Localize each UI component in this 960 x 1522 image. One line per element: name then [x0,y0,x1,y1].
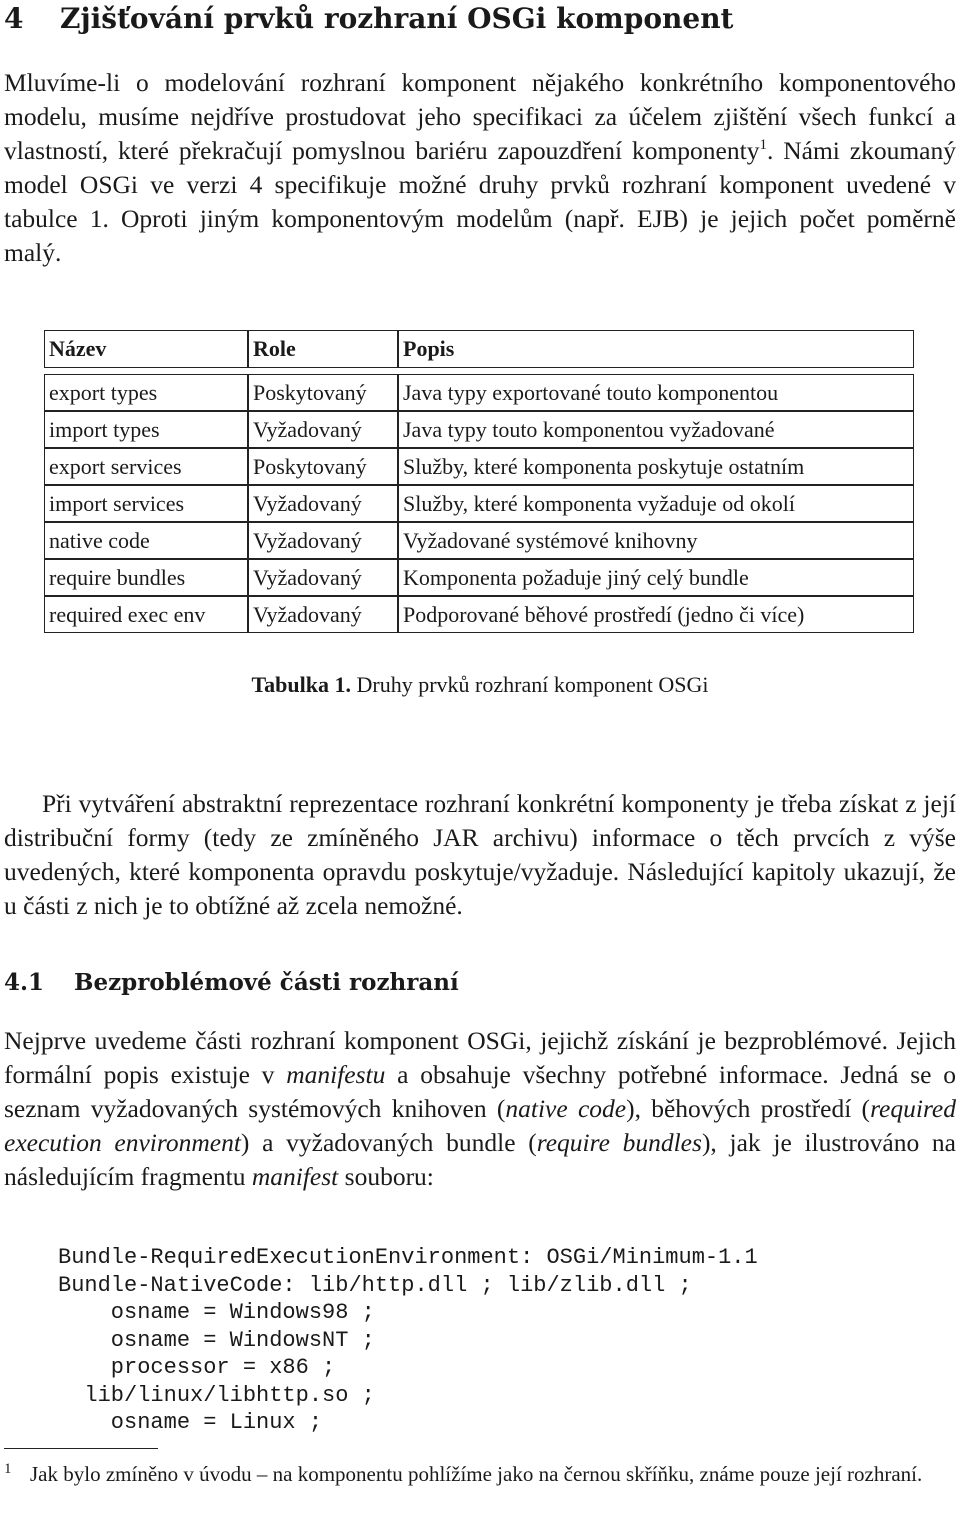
intro-text-a: Mluvíme-li o modelování rozhraní komponent nějakého konkrétního komponentového modelu, musíme nejdříve prostudovat jeho specifikaci za účelem zjištění všech funkcí a vlastností, které překračují pomyslnou bariéru zapouzdření komponenty [4,68,956,165]
paragraph-3 [4,1024,956,1194]
code-line: osname = Linux ; [58,1410,323,1435]
code-line: osname = WindowsNT ; [58,1327,375,1353]
cell-description: Podporované běhové prostředí (jedno či více) [398,596,914,633]
cell-description: Java typy touto komponentou vyžadované [398,411,914,448]
table-row [44,448,914,485]
cell-name: required exec env [44,596,248,633]
cell-description: Služby, které komponenta poskytuje ostatním [398,448,914,485]
table-header-row [44,330,914,368]
intro-paragraph [4,66,956,270]
table-row [44,559,914,596]
cell-role: Vyžadovaný [248,596,398,633]
cell-role: Vyžadovaný [248,485,398,522]
code-line: processor = x86 ; [58,1355,336,1380]
cell-role: Poskytovaný [248,448,398,485]
cell-role: Vyžadovaný [248,522,398,559]
cell-role: Poskytovaný [248,374,398,411]
code-line: Bundle-NativeCode: lib/http.dll ; lib/zlib.dll ; [58,1272,692,1298]
table-row [44,522,914,559]
manifest-code-block [58,1244,758,1437]
cell-name: require bundles [44,559,248,596]
table-row [44,596,914,633]
p3-term-require-bundles: require bundles [536,1128,702,1157]
cell-name: export types [44,374,248,411]
p3-term-native-code: native code [505,1094,627,1123]
chapter-title-text: Zjišťování prvků rozhraní OSGi komponent [60,2,734,35]
p3-term-manifest-2: manifest [251,1162,339,1191]
section-title [4,966,459,1000]
footnote-text: Jak bylo zmíněno v úvodu – na komponentu pohlížíme jako na černou skříňku, známe pouze její rozhraní. [30,1462,923,1486]
intro-text-b: . Námi zkoumaný model OSGi ve verzi 4 specifikuje možné druhy prvků rozhraní komponent uvedené v tabulce 1. Oproti jiným komponentovým modelům (např. EJB) je jejich počet poměrně malý. [4,136,956,267]
p3-term-required-execution-environment: required execution environment [4,1094,956,1157]
p3-text: Nejprve uvedeme části rozhraní komponent OSGi, jejichž získání je bezproblémové. Jejich formální popis existuje v [4,1026,956,1089]
header-name: Název [44,330,248,368]
cell-name: import services [44,485,248,522]
cell-name: import types [44,411,248,448]
cell-name: export services [44,448,248,485]
table-row [44,411,914,448]
table-caption [0,670,960,700]
section-title-text: Bezproblémové části rozhraní [74,969,459,996]
footnote: 1 Jak bylo zmíněno v úvodu – na komponentu pohlížíme jako na černou skříňku, známe pouze její rozhraní. [4,1461,923,1486]
table-row [44,485,914,522]
cell-role: Vyžadovaný [248,559,398,596]
chapter-title [4,0,734,38]
interface-elements-table [44,330,914,633]
cell-description: Java typy exportované touto komponentou [398,374,914,411]
cell-description: Vyžadované systémové knihovny [398,522,914,559]
cell-role: Vyžadovaný [248,411,398,448]
code-line: osname = Windows98 ; [58,1300,375,1325]
footnote-reference[interactable]: 1 [759,137,767,153]
p3-text: a obsahuje všechny potřebné informace. Jedná se o seznam vyžadovaných systémových knihoven ( [4,1060,956,1123]
header-role: Role [248,330,398,368]
p3-text: ), běhových prostředí ( [626,1094,871,1123]
paragraph-2: Při vytváření abstraktní reprezentace rozhraní konkrétní komponenty je třeba získat z její distribuční formy (tedy ze zmíněného JAR archivu) informace o těch prvcích z výše uvedených, které komponenta opravdu poskytuje/vyžaduje. Následující kapitoly ukazují, že u části z nich je to obtížné až zcela nemožné. [4,789,956,920]
footnote-divider [4,1448,158,1449]
p3-term-manifest: manifestu [286,1060,386,1089]
cell-description: Služby, které komponenta vyžaduje od okolí [398,485,914,522]
section-number: 4.1 [4,969,45,996]
p3-text: souboru: [338,1162,434,1191]
cell-name: native code [44,522,248,559]
cell-description: Komponenta požaduje jiný celý bundle [398,559,914,596]
chapter-number: 4 [4,2,24,35]
code-line: Bundle-RequiredExecutionEnvironment: OSGi/Minimum-1.1 [58,1245,758,1270]
p3-text: ) a vyžadovaných bundle ( [240,1128,537,1157]
caption-text: Druhy prvků rozhraní komponent OSGi [356,672,709,697]
table-row [44,374,914,411]
p3-text: ), jak je ilustrováno na následujícím fragmentu [4,1128,956,1191]
caption-label: Tabulka 1. [251,672,352,697]
code-line: lib/linux/libhttp.so ; [58,1382,375,1408]
header-description: Popis [398,330,914,368]
